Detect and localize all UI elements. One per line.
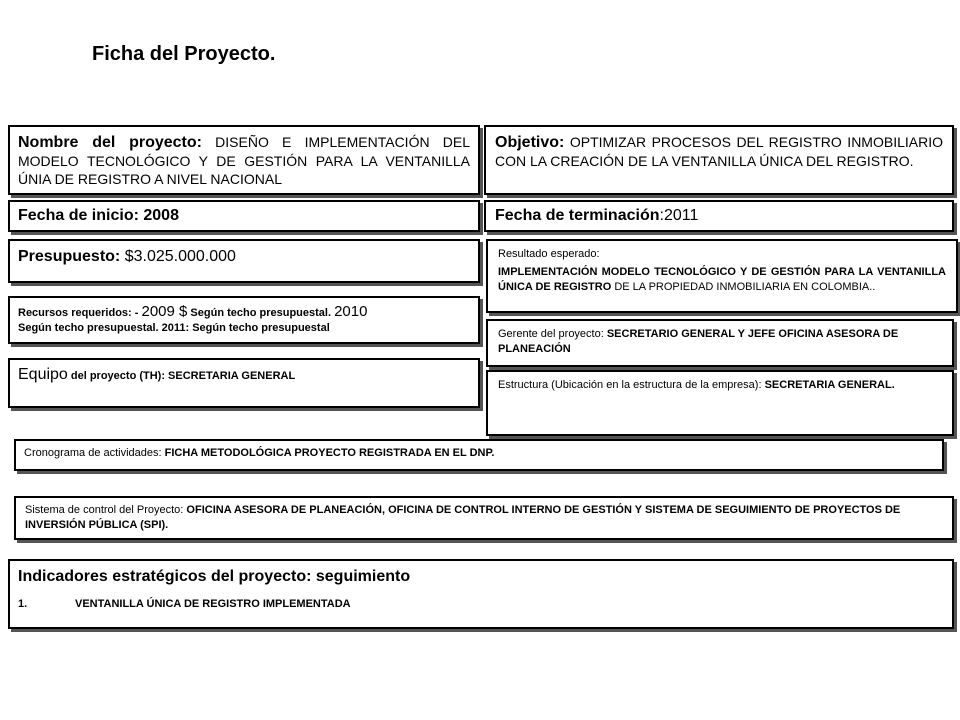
recursos-line2: Según techo presupuestal. 2011: Según techo presupuestal [18,322,330,334]
cronograma-box [14,439,944,471]
indicadores-list [18,598,944,610]
indicadores-label: Indicadores estratégicos del proyecto: seguimiento [18,568,411,585]
fecha-terminacion-box [484,200,954,232]
cronograma-value: FICHA METODOLÓGICA PROYECTO REGISTRADA EN EL DNP. [161,447,495,459]
fecha-inicio-label: Fecha de inicio: [18,207,139,224]
equipo-label: Equipo [18,366,68,383]
objetivo-box [484,125,954,195]
recursos-label: Recursos requeridos: - [18,307,142,319]
fecha-terminacion-value: :2011 [659,207,699,224]
objetivo-value: OPTIMIZAR PROCESOS DEL REGISTRO INMOBILIARIO CON LA CREACIÓN DE LA VENTANILLA ÚNICA DEL REGISTRO. [495,134,943,169]
estructura-label: Estructura (Ubicación en la estructura de la empresa): [498,379,762,391]
gerente-value: SECRETARIO GENERAL Y JEFE OFICINA ASESORA DE PLANEACIÓN [498,328,899,355]
page-title: Ficha del Proyecto. [92,43,276,65]
fecha-inicio-value: 2008 [138,207,179,224]
presupuesto-value: $3.025.000.000 [120,248,236,265]
recursos-year2: 2010 [334,303,368,320]
presupuesto-label: Presupuesto: [18,248,121,265]
list-item [18,598,944,610]
equipo-value: SECRETARIA GENERAL [165,370,296,382]
nombre-proyecto-value: DISEÑO E IMPLEMENTACIÓN DEL MODELO TECNOLÓGICO Y DE GESTIÓN PARA LA VENTANILLA ÚNIA DE REGISTRO A NIVEL NACIONAL [18,134,471,187]
estructura-box [486,370,954,436]
gerente-box [486,319,954,367]
presupuesto-box [8,239,480,283]
estructura-value: SECRETARIA GENERAL. [761,379,895,391]
resultado-esperado-value-bold: IMPLEMENTACIÓN MODELO TECNOLÓGICO Y DE GESTIÓN PARA LA VENTANILLA ÚNICA DE REGISTRO [498,266,946,293]
resultado-esperado-value [498,265,946,295]
equipo-box [8,358,480,408]
objetivo-label: Objetivo: [495,134,565,151]
recursos-box [8,296,480,344]
fecha-terminacion-label: Fecha de terminación [495,207,660,224]
nombre-proyecto-box [8,125,480,195]
cronograma-label: Cronograma de actividades: [24,447,162,459]
sistema-control-box [14,496,954,540]
fecha-inicio-box [8,200,480,232]
recursos-year1: 2009 $ [141,303,188,320]
indicadores-box [8,559,954,629]
list-item-text: VENTANILLA ÚNICA DE REGISTRO IMPLEMENTADA [75,598,351,610]
equipo-label-small: del proyecto (TH): [67,370,165,382]
list-item-number: 1. [18,598,28,610]
resultado-esperado-label: Resultado esperado: [498,248,600,260]
gerente-label: Gerente del proyecto: [498,328,607,340]
sistema-control-label: Sistema de control del Proyecto: [25,504,184,516]
resultado-esperado-value-rest: DE LA PROPIEDAD INMOBILIARIA EN COLOMBIA.. [611,281,876,293]
sistema-control-value: OFICINA ASESORA DE PLANEACIÓN, OFICINA DE CONTROL INTERNO DE GESTIÓN Y SISTEMA DE SEGUIMIENTO DE PROYECTOS DE INVERSIÓN PÚBLICA (SPI). [25,504,901,531]
recursos-text1: Según techo presupuestal. [187,307,335,319]
resultado-esperado-box [486,239,958,313]
nombre-proyecto-label: Nombre del proyecto: [18,134,202,151]
